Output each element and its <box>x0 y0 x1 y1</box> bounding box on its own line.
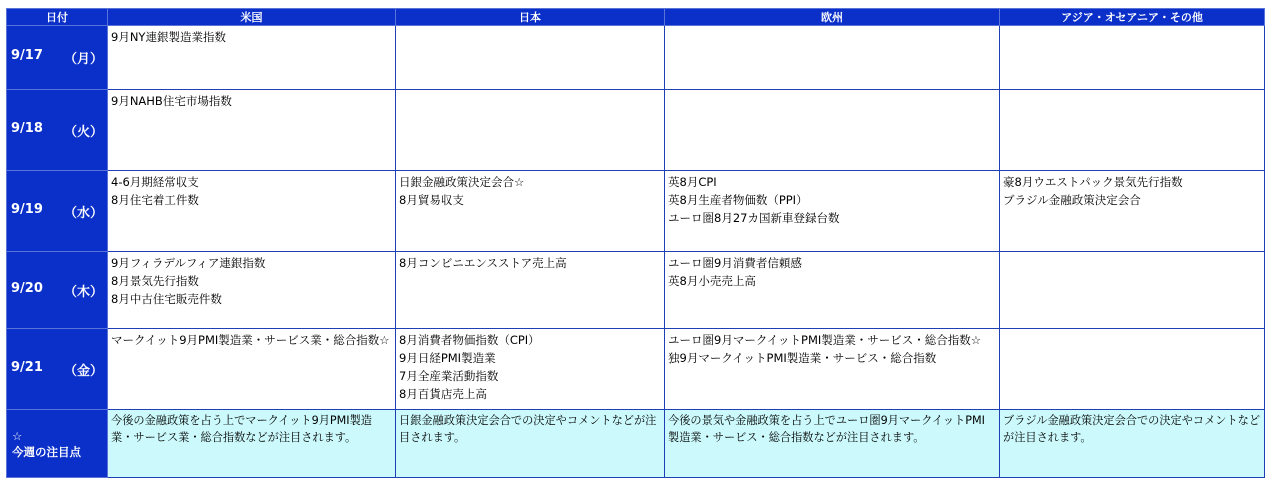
event-item: 8月中古住宅販売件数 <box>111 292 222 306</box>
event-item: 8月住宅着工件数 <box>111 193 199 207</box>
event-item: ブラジル金融政策決定会合 <box>1003 193 1141 207</box>
event-item: 豪8月ウエストパック景気先行指数 <box>1003 175 1183 189</box>
date-cell <box>7 171 108 252</box>
events-table <box>6 8 1265 478</box>
jp-events-cell <box>396 171 665 252</box>
us-highlight-cell <box>108 410 396 478</box>
weekday-label: （火） <box>63 124 103 140</box>
event-item: 4-6月期経常収支 <box>111 175 199 189</box>
event-item: 独9月マークイットPMI製造業・サービス・総合指数 <box>668 351 937 365</box>
event-item: 英8月小売売上高 <box>668 274 756 288</box>
highlights-label-cell <box>7 410 108 478</box>
event-item: 8月コンビニエンスストア売上高 <box>399 256 567 270</box>
jp-events-cell <box>396 90 665 171</box>
jp-events-cell <box>396 329 665 410</box>
eu-events-cell <box>665 171 1000 252</box>
highlight-text: 日銀金融政策決定会合での決定やコメントなどが注目されます。 <box>399 414 657 444</box>
eu-events-cell <box>665 26 1000 90</box>
event-item: マークイット9月PMI製造業・サービス業・総合指数☆ <box>111 333 390 347</box>
us-events-cell <box>108 329 396 410</box>
header-us: 米国 <box>108 9 396 26</box>
date-label: 9/17 <box>11 48 43 63</box>
date-cell <box>7 90 108 171</box>
event-item: ユーロ圏9月マークイットPMI製造業・サービス・総合指数☆ <box>668 333 982 347</box>
eu-events-cell <box>665 90 1000 171</box>
asia-events-cell <box>1000 26 1265 90</box>
weekday-label: （月） <box>63 52 103 67</box>
event-item: 英8月CPI <box>668 175 717 189</box>
event-item: 8月百貨店売上高 <box>399 387 487 401</box>
date-label: 9/21 <box>11 359 43 375</box>
eu-events-cell <box>665 329 1000 410</box>
highlight-text: 今後の景気や金融政策を占う上でユーロ圏9月マークイットPMI製造業・サービス・総合指数などが注目されます。 <box>668 414 985 444</box>
date-label: 9/18 <box>11 120 43 136</box>
us-events-cell <box>108 90 396 171</box>
highlights-label: 今週の注目点 <box>12 444 81 459</box>
star-icon: ☆ <box>12 428 23 443</box>
event-item: 8月消費者物価指数（CPI） <box>399 333 540 347</box>
table-row <box>7 329 1265 410</box>
event-item: 9月日経PMI製造業 <box>399 351 496 365</box>
jp-highlight-cell <box>396 410 665 478</box>
highlights-row <box>7 410 1265 478</box>
asia-events-cell <box>1000 252 1265 329</box>
event-item: 8月貿易収支 <box>399 193 464 207</box>
event-item: 7月全産業活動指数 <box>399 369 499 383</box>
weekday-label: （金） <box>63 363 103 379</box>
jp-events-cell <box>396 26 665 90</box>
jp-events-cell <box>396 252 665 329</box>
asia-events-cell <box>1000 90 1265 171</box>
highlight-text: ブラジル金融政策決定会合での決定やコメントなどが注目されます。 <box>1003 414 1261 444</box>
event-item: 9月フィラデルフィア連銀指数 <box>111 256 266 270</box>
eu-events-cell <box>665 252 1000 329</box>
event-item: 9月NY連銀製造業指数 <box>111 30 226 44</box>
asia-events-cell <box>1000 171 1265 252</box>
table-row <box>7 252 1265 329</box>
table-row <box>7 171 1265 252</box>
us-events-cell <box>108 171 396 252</box>
event-item: 英8月生産者物価数（PPI） <box>668 193 808 207</box>
weekday-label: （木） <box>63 284 103 300</box>
us-events-cell <box>108 252 396 329</box>
event-item: 日銀金融政策決定会合☆ <box>399 175 525 189</box>
header-row <box>7 9 1265 26</box>
eu-highlight-cell <box>665 410 1000 478</box>
event-item: 8月景気先行指数 <box>111 274 199 288</box>
header-asia-oceania-other: アジア・オセアニア・その他 <box>1000 9 1265 26</box>
header-europe: 欧州 <box>665 9 1000 26</box>
header-date: 日付 <box>7 9 108 26</box>
table-row <box>7 90 1265 171</box>
header-japan: 日本 <box>396 9 665 26</box>
event-item: 9月NAHB住宅市場指数 <box>111 94 232 108</box>
asia-events-cell <box>1000 329 1265 410</box>
event-item: ユーロ圏9月消費者信頼感 <box>668 256 802 270</box>
date-cell <box>7 26 108 90</box>
event-item: ユーロ圏8月27カ国新車登録台数 <box>668 211 840 225</box>
date-label: 9/19 <box>11 201 43 217</box>
weekday-label: （水） <box>63 205 103 221</box>
weekly-calendar <box>6 8 1264 478</box>
highlight-text: 今後の金融政策を占う上でマークイット9月PMI製造業・サービス業・総合指数などが注目されます。 <box>111 414 372 444</box>
date-label: 9/20 <box>11 280 43 296</box>
us-events-cell <box>108 26 396 90</box>
asia-highlight-cell <box>1000 410 1265 478</box>
table-row <box>7 26 1265 90</box>
date-cell <box>7 329 108 410</box>
date-cell <box>7 252 108 329</box>
